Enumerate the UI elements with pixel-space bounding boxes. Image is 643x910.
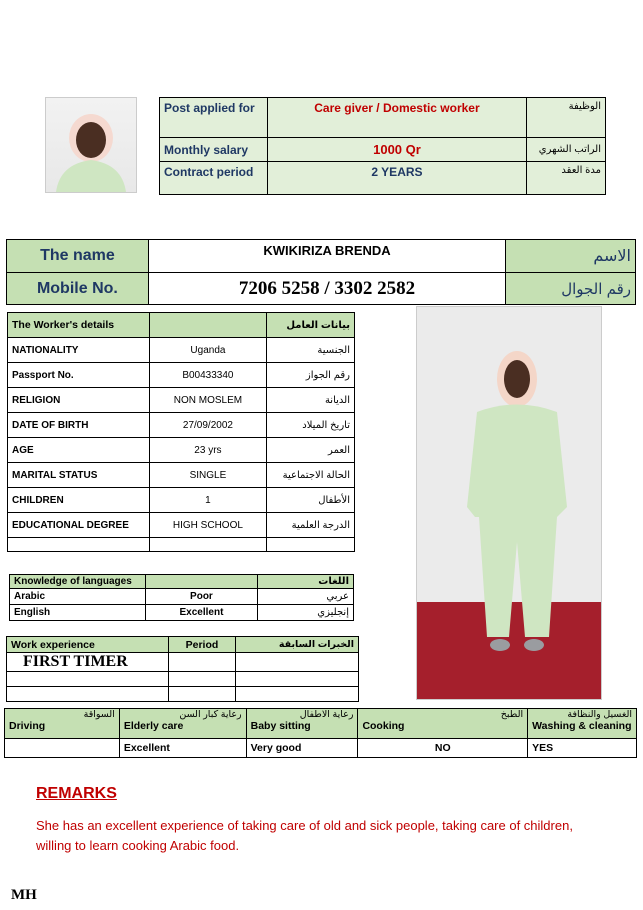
- detail-label: NATIONALITY: [8, 338, 150, 363]
- detail-ar: الدرجة العلمية: [267, 513, 355, 538]
- experience-first-timer: FIRST TIMER: [7, 653, 169, 672]
- mobile-value: 7206 5258 / 3302 2582: [148, 273, 505, 305]
- detail-row-blank: [8, 538, 355, 552]
- post-ar: الوظيفة: [527, 98, 606, 138]
- mobile-row: [7, 273, 636, 305]
- skills-header-row: [5, 709, 637, 739]
- detail-value: 1: [149, 488, 267, 513]
- skill-value: YES: [528, 739, 637, 758]
- skill-en: Elderly care: [123, 720, 184, 732]
- detail-ar: الأطفال: [267, 488, 355, 513]
- headshot-illustration: [46, 98, 136, 192]
- details-header-blank: [149, 313, 267, 338]
- detail-label: EDUCATIONAL DEGREE: [8, 513, 150, 538]
- footer-initials: MH: [11, 887, 37, 903]
- salary-row: [160, 138, 606, 162]
- detail-label: MARITAL STATUS: [8, 463, 150, 488]
- skill-value: [5, 739, 120, 758]
- detail-ar: الديانة: [267, 388, 355, 413]
- detail-row-religion: [8, 388, 355, 413]
- salary-ar: الراتب الشهري: [527, 138, 606, 162]
- work-experience-table: [6, 636, 359, 702]
- skill-driving-header: [5, 709, 120, 739]
- skill-ar: رعاية الاطفال: [299, 709, 354, 720]
- detail-label: Passport No.: [8, 363, 150, 388]
- detail-row-passport: [8, 363, 355, 388]
- skill-value: NO: [358, 739, 528, 758]
- detail-ar: العمر: [267, 438, 355, 463]
- name-ar: الاسم: [506, 240, 636, 273]
- experience-header-ar: الخبرات السابقة: [236, 637, 359, 653]
- language-level: Excellent: [145, 605, 258, 621]
- remarks-title: REMARKS: [36, 785, 117, 802]
- post-info-table: [159, 97, 606, 195]
- skill-cooking-header: [358, 709, 528, 739]
- detail-row-age: [8, 438, 355, 463]
- detail-label: RELIGION: [8, 388, 150, 413]
- salary-label: Monthly salary: [160, 138, 268, 162]
- detail-label: AGE: [8, 438, 150, 463]
- detail-row-marital: [8, 463, 355, 488]
- languages-header-blank: [145, 575, 258, 589]
- detail-value: SINGLE: [149, 463, 267, 488]
- skill-en: Baby sitting: [250, 720, 311, 732]
- skill-ar: السواقة: [83, 709, 115, 720]
- language-label: English: [10, 605, 146, 621]
- skill-value: Very good: [246, 739, 358, 758]
- language-ar: إنجليزي: [258, 605, 354, 621]
- detail-ar: تاريخ الميلاد: [267, 413, 355, 438]
- contract-ar: مدة العقد: [527, 162, 606, 195]
- contract-label: Contract period: [160, 162, 268, 195]
- skill-elderly-header: [119, 709, 246, 739]
- detail-ar: رقم الجواز: [267, 363, 355, 388]
- post-label: Post applied for: [160, 98, 268, 138]
- full-body-photo: [416, 306, 602, 700]
- details-header-ar: بيانات العامل: [267, 313, 355, 338]
- languages-table: [9, 574, 354, 621]
- remarks-text: She has an excellent experience of taking care of old and sick people, taking care of children, willing to learn cooking Arabic food.: [36, 818, 573, 853]
- post-value: Care giver / Domestic worker: [267, 98, 526, 138]
- full-body-illustration: [417, 307, 601, 699]
- skills-table: [4, 708, 637, 758]
- language-row-english: [10, 605, 354, 621]
- headshot-photo: [45, 97, 137, 193]
- skill-ar: الغسيل والنظافة: [567, 709, 632, 720]
- contract-value: 2 YEARS: [267, 162, 526, 195]
- detail-value: 27/09/2002: [149, 413, 267, 438]
- languages-header-ar: اللغات: [258, 575, 354, 589]
- language-row-arabic: [10, 589, 354, 605]
- skill-baby-header: [246, 709, 358, 739]
- skill-en: Driving: [9, 720, 46, 732]
- language-ar: عربي: [258, 589, 354, 605]
- detail-row-nationality: [8, 338, 355, 363]
- skills-values-row: [5, 739, 637, 758]
- details-header-row: [8, 313, 355, 338]
- skill-en: Cooking: [362, 720, 405, 732]
- skill-washing-header: [528, 709, 637, 739]
- skill-ar: رعاية كبار السن: [179, 709, 242, 720]
- skill-value: Excellent: [119, 739, 246, 758]
- salary-value: 1000 Qr: [267, 138, 526, 162]
- detail-value: Uganda: [149, 338, 267, 363]
- detail-ar: الجنسية: [267, 338, 355, 363]
- language-level: Poor: [145, 589, 258, 605]
- detail-ar: الحالة الاجتماعية: [267, 463, 355, 488]
- mobile-label: Mobile No.: [7, 273, 149, 305]
- detail-value: 23 yrs: [149, 438, 267, 463]
- detail-row-education: [8, 513, 355, 538]
- experience-row-blank: [7, 687, 359, 702]
- experience-header-period: Period: [168, 637, 236, 653]
- detail-value: HIGH SCHOOL: [149, 513, 267, 538]
- detail-row-children: [8, 488, 355, 513]
- languages-header-label: Knowledge of languages: [10, 575, 146, 589]
- experience-header-row: [7, 637, 359, 653]
- detail-value: B00433340: [149, 363, 267, 388]
- detail-row-dob: [8, 413, 355, 438]
- skill-en: Washing & cleaning: [532, 720, 632, 732]
- contract-row: [160, 162, 606, 195]
- details-header-label: The Worker's details: [8, 313, 150, 338]
- language-label: Arabic: [10, 589, 146, 605]
- name-value: KWIKIRIZA BRENDA: [148, 240, 505, 273]
- worker-details-table: [7, 312, 355, 552]
- experience-row-blank: [7, 672, 359, 687]
- experience-header-label: Work experience: [7, 637, 169, 653]
- identity-table: [6, 239, 636, 305]
- languages-header-row: [10, 575, 354, 589]
- experience-row-first: [7, 653, 359, 672]
- name-row: [7, 240, 636, 273]
- detail-label: DATE OF BIRTH: [8, 413, 150, 438]
- mobile-ar: رقم الجوال: [506, 273, 636, 305]
- detail-label: CHILDREN: [8, 488, 150, 513]
- skill-ar: الطبخ: [500, 709, 524, 720]
- detail-value: NON MOSLEM: [149, 388, 267, 413]
- name-label: The name: [7, 240, 149, 273]
- post-row: [160, 98, 606, 138]
